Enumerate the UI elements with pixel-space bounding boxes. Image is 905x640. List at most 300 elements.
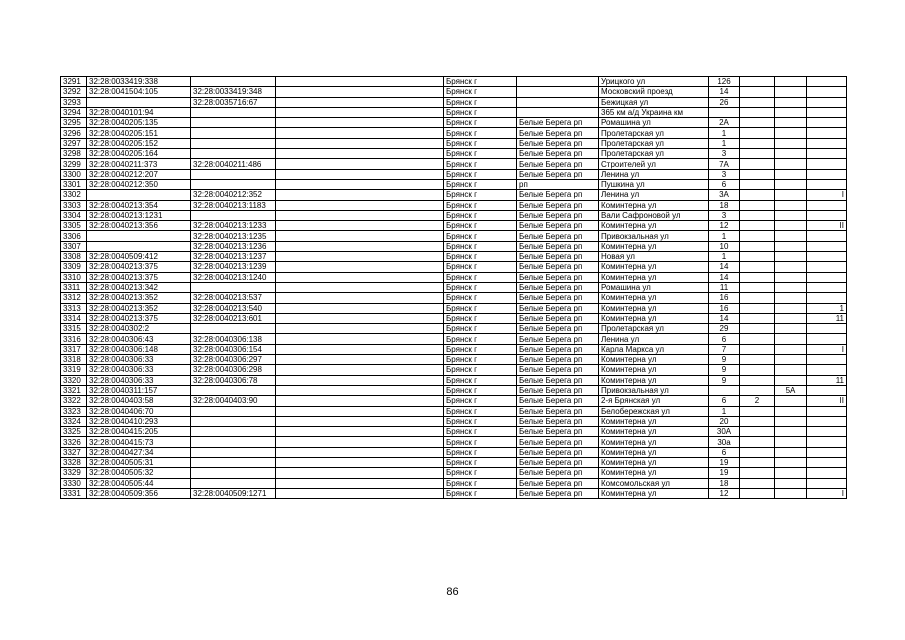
settlement-cell: Белые Берега рп (517, 210, 599, 220)
blank-column-cell (276, 179, 444, 189)
blank-column-cell (276, 87, 444, 97)
city-cell: Брянск г (444, 293, 517, 303)
street-cell: Коминтерна ул (599, 313, 709, 323)
street-cell: Коминтерна ул (599, 437, 709, 447)
table-row (61, 293, 847, 303)
table-row (61, 179, 847, 189)
row-number-cell: 3320 (61, 375, 87, 385)
street-cell: Коминтерна ул (599, 272, 709, 282)
settlement-cell: Белые Берега рп (517, 221, 599, 231)
settlement-cell: Белые Берега рп (517, 118, 599, 128)
building-cadastral-number-cell (191, 478, 276, 488)
row-number-cell: 3325 (61, 427, 87, 437)
city-cell: Брянск г (444, 313, 517, 323)
room-or-part-cell (807, 87, 847, 97)
building-number-cell (740, 169, 775, 179)
cadastral-number-cell: 32:28:0040212:350 (87, 179, 191, 189)
building-number-cell (740, 128, 775, 138)
street-cell: Коминтерна ул (599, 293, 709, 303)
street-cell: Коминтерна ул (599, 241, 709, 251)
blank-column-cell (276, 282, 444, 292)
street-cell: Пролетарская ул (599, 138, 709, 148)
table-row (61, 87, 847, 97)
building-cadastral-number-cell: 32:28:0040213:1183 (191, 200, 276, 210)
house-number-cell: 19 (709, 468, 740, 478)
building-number-cell (740, 282, 775, 292)
building-cadastral-number-cell (191, 406, 276, 416)
cadastral-number-cell: 32:28:0040205:164 (87, 149, 191, 159)
blank-column-cell (276, 138, 444, 148)
blank-column-cell (276, 77, 444, 87)
room-or-part-cell (807, 334, 847, 344)
letter-cell (775, 87, 807, 97)
blank-column-cell (276, 447, 444, 457)
cadastral-number-cell: 32:28:0040427:34 (87, 447, 191, 457)
street-cell: Новая ул (599, 252, 709, 262)
blank-column-cell (276, 396, 444, 406)
blank-column-cell (276, 272, 444, 282)
room-or-part-cell (807, 231, 847, 241)
house-number-cell: 16 (709, 293, 740, 303)
building-number-cell (740, 416, 775, 426)
settlement-cell (517, 97, 599, 107)
building-number-cell (740, 252, 775, 262)
house-number-cell: 1 (709, 252, 740, 262)
settlement-cell: Белые Берега рп (517, 252, 599, 262)
settlement-cell: Белые Берега рп (517, 293, 599, 303)
building-cadastral-number-cell (191, 149, 276, 159)
city-cell: Брянск г (444, 365, 517, 375)
settlement-cell: Белые Берега рп (517, 149, 599, 159)
settlement-cell: Белые Берега рп (517, 303, 599, 313)
room-or-part-cell (807, 365, 847, 375)
building-number-cell (740, 159, 775, 169)
city-cell: Брянск г (444, 221, 517, 231)
street-cell: Пролетарская ул (599, 149, 709, 159)
row-number-cell: 3306 (61, 231, 87, 241)
room-or-part-cell (807, 324, 847, 334)
row-number-cell: 3326 (61, 437, 87, 447)
settlement-cell (517, 77, 599, 87)
house-number-cell: 9 (709, 375, 740, 385)
house-number-cell: 16 (709, 303, 740, 313)
settlement-cell: Белые Берега рп (517, 365, 599, 375)
cadastral-number-cell: 32:28:0040205:151 (87, 128, 191, 138)
row-number-cell: 3313 (61, 303, 87, 313)
table-row (61, 324, 847, 334)
blank-column-cell (276, 416, 444, 426)
street-cell: Коминтерна ул (599, 355, 709, 365)
cadastral-number-cell: 32:28:0040213:375 (87, 313, 191, 323)
house-number-cell: 3А (709, 190, 740, 200)
building-cadastral-number-cell: 32:28:0040403:90 (191, 396, 276, 406)
letter-cell (775, 324, 807, 334)
page-number: 86 (446, 586, 459, 598)
city-cell: Брянск г (444, 334, 517, 344)
letter-cell (775, 97, 807, 107)
row-number-cell: 3292 (61, 87, 87, 97)
city-cell: Брянск г (444, 437, 517, 447)
building-number-cell (740, 241, 775, 251)
letter-cell (775, 210, 807, 220)
building-number-cell (740, 313, 775, 323)
table-row (61, 252, 847, 262)
street-cell: 2-я Брянская ул (599, 396, 709, 406)
blank-column-cell (276, 200, 444, 210)
cadastral-number-cell: 32:28:0040213:342 (87, 282, 191, 292)
table-row (61, 365, 847, 375)
letter-cell (775, 406, 807, 416)
letter-cell (775, 107, 807, 117)
letter-cell (775, 231, 807, 241)
table-row (61, 200, 847, 210)
building-number-cell (740, 272, 775, 282)
building-cadastral-number-cell (191, 468, 276, 478)
building-cadastral-number-cell (191, 210, 276, 220)
table-row (61, 149, 847, 159)
room-or-part-cell: 11 (807, 375, 847, 385)
row-number-cell: 3328 (61, 457, 87, 467)
house-number-cell: 1 (709, 231, 740, 241)
room-or-part-cell: I (807, 190, 847, 200)
room-or-part-cell (807, 159, 847, 169)
letter-cell (775, 221, 807, 231)
table-row (61, 437, 847, 447)
blank-column-cell (276, 385, 444, 395)
building-number-cell (740, 200, 775, 210)
house-number-cell: 19 (709, 457, 740, 467)
building-number-cell (740, 478, 775, 488)
building-number-cell (740, 231, 775, 241)
table-row (61, 313, 847, 323)
room-or-part-cell (807, 262, 847, 272)
settlement-cell: Белые Берега рп (517, 190, 599, 200)
blank-column-cell (276, 190, 444, 200)
room-or-part-cell (807, 293, 847, 303)
cadastral-number-cell: 32:28:0040505:44 (87, 478, 191, 488)
building-number-cell (740, 437, 775, 447)
house-number-cell: 7 (709, 344, 740, 354)
letter-cell (775, 77, 807, 87)
row-number-cell: 3297 (61, 138, 87, 148)
city-cell: Брянск г (444, 241, 517, 251)
cadastral-number-cell: 32:28:0040306:33 (87, 365, 191, 375)
blank-column-cell (276, 118, 444, 128)
street-cell: Пролетарская ул (599, 324, 709, 334)
building-number-cell (740, 190, 775, 200)
row-number-cell: 3308 (61, 252, 87, 262)
letter-cell (775, 138, 807, 148)
house-number-cell: 1 (709, 128, 740, 138)
cadastral-number-cell: 32:28:0040306:148 (87, 344, 191, 354)
house-number-cell: 14 (709, 262, 740, 272)
cadastral-number-cell: 32:28:0040505:32 (87, 468, 191, 478)
letter-cell (775, 149, 807, 159)
house-number-cell: 3 (709, 169, 740, 179)
cadastral-number-cell: 32:28:0040410:293 (87, 416, 191, 426)
blank-column-cell (276, 375, 444, 385)
street-cell: Коминтерна ул (599, 468, 709, 478)
city-cell: Брянск г (444, 128, 517, 138)
blank-column-cell (276, 478, 444, 488)
room-or-part-cell (807, 149, 847, 159)
building-cadastral-number-cell: 32:28:0040306:78 (191, 375, 276, 385)
cadastral-number-cell: 32:28:0040311:157 (87, 385, 191, 395)
row-number-cell: 3324 (61, 416, 87, 426)
settlement-cell: Белые Берега рп (517, 282, 599, 292)
city-cell: Брянск г (444, 355, 517, 365)
room-or-part-cell (807, 138, 847, 148)
letter-cell: 5А (775, 385, 807, 395)
settlement-cell: Белые Берега рп (517, 385, 599, 395)
letter-cell (775, 190, 807, 200)
building-cadastral-number-cell (191, 447, 276, 457)
table-row (61, 396, 847, 406)
cadastral-number-cell: 32:28:0040406:70 (87, 406, 191, 416)
cadastral-number-cell: 32:28:0040306:43 (87, 334, 191, 344)
cadastral-number-cell: 32:28:0040509:356 (87, 488, 191, 498)
letter-cell (775, 344, 807, 354)
building-number-cell (740, 303, 775, 313)
street-cell: Коминтерна ул (599, 200, 709, 210)
blank-column-cell (276, 221, 444, 231)
letter-cell (775, 118, 807, 128)
city-cell: Брянск г (444, 303, 517, 313)
cadastral-number-cell: 32:28:0040213:1231 (87, 210, 191, 220)
city-cell: Брянск г (444, 396, 517, 406)
settlement-cell: Белые Берега рп (517, 437, 599, 447)
building-number-cell (740, 468, 775, 478)
settlement-cell: Белые Берега рп (517, 396, 599, 406)
building-cadastral-number-cell: 32:28:0040213:1240 (191, 272, 276, 282)
city-cell: Брянск г (444, 179, 517, 189)
settlement-cell: Белые Берега рп (517, 241, 599, 251)
room-or-part-cell (807, 252, 847, 262)
city-cell: Брянск г (444, 159, 517, 169)
building-cadastral-number-cell: 32:28:0040509:1271 (191, 488, 276, 498)
house-number-cell: 11 (709, 282, 740, 292)
row-number-cell: 3329 (61, 468, 87, 478)
settlement-cell: Белые Берега рп (517, 406, 599, 416)
building-number-cell (740, 107, 775, 117)
table-row (61, 107, 847, 117)
street-cell: Бежицкая ул (599, 97, 709, 107)
table-row (61, 128, 847, 138)
settlement-cell: Белые Берега рп (517, 355, 599, 365)
row-number-cell: 3316 (61, 334, 87, 344)
letter-cell (775, 365, 807, 375)
street-cell: Пушкина ул (599, 179, 709, 189)
street-cell: Ленина ул (599, 334, 709, 344)
city-cell: Брянск г (444, 478, 517, 488)
row-number-cell: 3300 (61, 169, 87, 179)
cadastral-number-cell (87, 97, 191, 107)
house-number-cell: 14 (709, 313, 740, 323)
room-or-part-cell (807, 282, 847, 292)
letter-cell (775, 478, 807, 488)
street-cell: Строителей ул (599, 159, 709, 169)
house-number-cell: 6 (709, 334, 740, 344)
blank-column-cell (276, 324, 444, 334)
building-number-cell (740, 385, 775, 395)
settlement-cell: Белые Берега рп (517, 457, 599, 467)
cadastral-number-cell: 32:28:0040509:412 (87, 252, 191, 262)
letter-cell (775, 128, 807, 138)
street-cell: Ленина ул (599, 169, 709, 179)
house-number-cell: 29 (709, 324, 740, 334)
house-number-cell: 126 (709, 77, 740, 87)
street-cell: Ромашина ул (599, 282, 709, 292)
registry-table (60, 76, 847, 499)
letter-cell (775, 334, 807, 344)
row-number-cell: 3331 (61, 488, 87, 498)
building-cadastral-number-cell (191, 437, 276, 447)
city-cell: Брянск г (444, 231, 517, 241)
house-number-cell: 10 (709, 241, 740, 251)
room-or-part-cell (807, 77, 847, 87)
building-number-cell (740, 179, 775, 189)
cadastral-number-cell: 32:28:0040213:354 (87, 200, 191, 210)
street-cell: Привокзальная ул (599, 231, 709, 241)
city-cell: Брянск г (444, 118, 517, 128)
city-cell: Брянск г (444, 324, 517, 334)
building-cadastral-number-cell (191, 416, 276, 426)
street-cell: Вали Сафроновой ул (599, 210, 709, 220)
building-cadastral-number-cell (191, 107, 276, 117)
blank-column-cell (276, 427, 444, 437)
house-number-cell: 14 (709, 87, 740, 97)
city-cell: Брянск г (444, 406, 517, 416)
room-or-part-cell: 11 (807, 313, 847, 323)
building-cadastral-number-cell: 32:28:0040213:537 (191, 293, 276, 303)
building-cadastral-number-cell: 32:28:0040213:1233 (191, 221, 276, 231)
blank-column-cell (276, 457, 444, 467)
settlement-cell: Белые Берега рп (517, 447, 599, 457)
cadastral-number-cell (87, 190, 191, 200)
table-row (61, 406, 847, 416)
room-or-part-cell (807, 437, 847, 447)
blank-column-cell (276, 468, 444, 478)
house-number-cell: 7А (709, 159, 740, 169)
room-or-part-cell (807, 241, 847, 251)
row-number-cell: 3321 (61, 385, 87, 395)
blank-column-cell (276, 313, 444, 323)
house-number-cell: 14 (709, 272, 740, 282)
letter-cell (775, 313, 807, 323)
house-number-cell: 1 (709, 138, 740, 148)
blank-column-cell (276, 355, 444, 365)
table-row (61, 241, 847, 251)
cadastral-number-cell: 32:28:0040101:94 (87, 107, 191, 117)
letter-cell (775, 488, 807, 498)
blank-column-cell (276, 241, 444, 251)
building-number-cell (740, 210, 775, 220)
blank-column-cell (276, 437, 444, 447)
cadastral-number-cell: 32:28:0040205:152 (87, 138, 191, 148)
cadastral-number-cell: 32:28:0040306:33 (87, 375, 191, 385)
blank-column-cell (276, 169, 444, 179)
table-row (61, 468, 847, 478)
settlement-cell: Белые Берега рп (517, 138, 599, 148)
settlement-cell: Белые Берега рп (517, 334, 599, 344)
table-row (61, 262, 847, 272)
street-cell: Ромашина ул (599, 118, 709, 128)
blank-column-cell (276, 293, 444, 303)
blank-column-cell (276, 252, 444, 262)
street-cell: Белобережская ул (599, 406, 709, 416)
building-cadastral-number-cell (191, 324, 276, 334)
blank-column-cell (276, 488, 444, 498)
blank-column-cell (276, 107, 444, 117)
settlement-cell (517, 107, 599, 117)
room-or-part-cell (807, 468, 847, 478)
room-or-part-cell (807, 118, 847, 128)
room-or-part-cell (807, 179, 847, 189)
settlement-cell: Белые Берега рп (517, 375, 599, 385)
cadastral-number-cell: 32:28:0040415:205 (87, 427, 191, 437)
table-body (61, 77, 847, 499)
building-number-cell (740, 406, 775, 416)
letter-cell (775, 293, 807, 303)
letter-cell (775, 252, 807, 262)
room-or-part-cell (807, 272, 847, 282)
street-cell: Коминтерна ул (599, 303, 709, 313)
city-cell: Брянск г (444, 97, 517, 107)
letter-cell (775, 468, 807, 478)
letter-cell (775, 262, 807, 272)
street-cell: 365 км а/д Украина км (599, 107, 709, 117)
building-cadastral-number-cell: 32:28:0040306:138 (191, 334, 276, 344)
city-cell: Брянск г (444, 149, 517, 159)
table-row (61, 169, 847, 179)
row-number-cell: 3299 (61, 159, 87, 169)
building-number-cell (740, 118, 775, 128)
row-number-cell: 3330 (61, 478, 87, 488)
city-cell: Брянск г (444, 138, 517, 148)
house-number-cell: 12 (709, 221, 740, 231)
city-cell: Брянск г (444, 87, 517, 97)
blank-column-cell (276, 365, 444, 375)
table-row (61, 210, 847, 220)
settlement-cell: Белые Берега рп (517, 478, 599, 488)
letter-cell (775, 303, 807, 313)
settlement-cell: Белые Берега рп (517, 313, 599, 323)
table-row (61, 457, 847, 467)
row-number-cell: 3314 (61, 313, 87, 323)
room-or-part-cell (807, 427, 847, 437)
row-number-cell: 3293 (61, 97, 87, 107)
cadastral-number-cell: 32:28:0041504:105 (87, 87, 191, 97)
room-or-part-cell: 1 (807, 303, 847, 313)
house-number-cell: 26 (709, 97, 740, 107)
letter-cell (775, 179, 807, 189)
row-number-cell: 3301 (61, 179, 87, 189)
letter-cell (775, 169, 807, 179)
cadastral-number-cell: 32:28:0033419:338 (87, 77, 191, 87)
table-row (61, 272, 847, 282)
house-number-cell: 9 (709, 365, 740, 375)
building-cadastral-number-cell (191, 128, 276, 138)
building-number-cell (740, 138, 775, 148)
letter-cell (775, 416, 807, 426)
house-number-cell: 6 (709, 179, 740, 189)
building-number-cell (740, 375, 775, 385)
building-number-cell: 2 (740, 396, 775, 406)
settlement-cell: Белые Берега рп (517, 427, 599, 437)
house-number-cell (709, 107, 740, 117)
house-number-cell: 3 (709, 149, 740, 159)
settlement-cell: Белые Берега рп (517, 488, 599, 498)
